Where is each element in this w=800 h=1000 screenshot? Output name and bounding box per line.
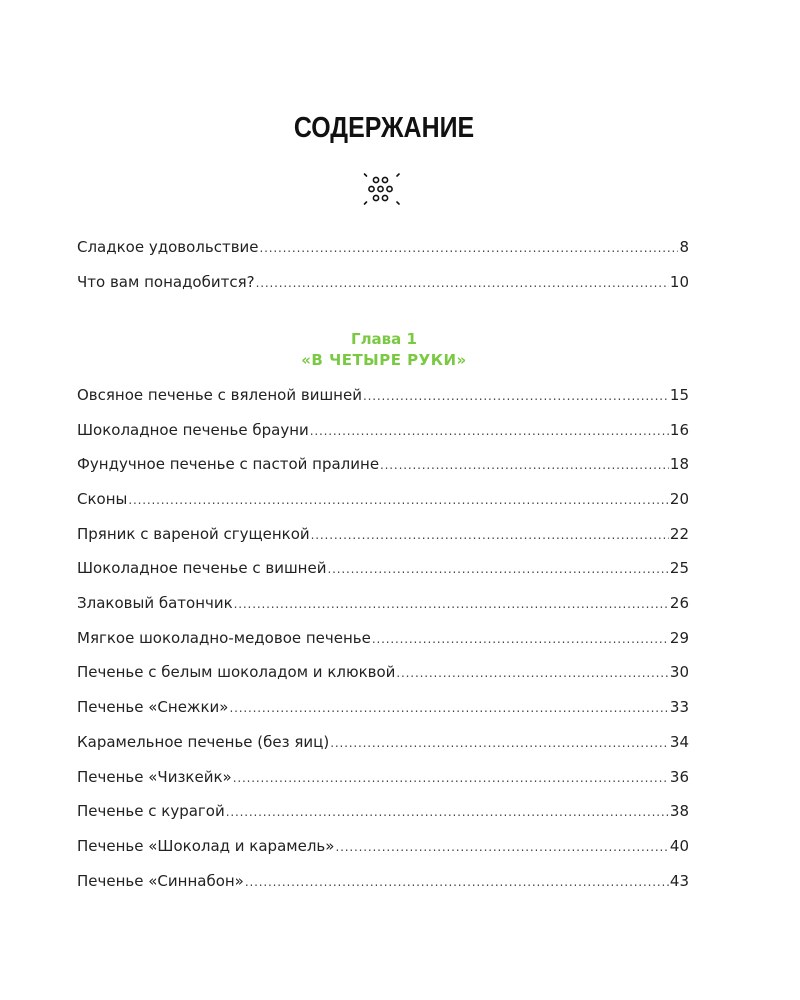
- toc-entry-page: 34: [669, 733, 689, 751]
- toc-entry-label: Мягкое шоколадно-медовое печенье: [77, 629, 371, 647]
- dot-leader: [396, 662, 668, 684]
- toc-entry-page: 38: [669, 802, 689, 820]
- dot-leader: [233, 767, 669, 789]
- dot-leader: [256, 272, 669, 294]
- dot-leader: [260, 237, 679, 259]
- toc-entry[interactable]: [77, 627, 689, 649]
- toc-entry-page: 40: [669, 837, 689, 855]
- toc-entry-label: Сладкое удовольствие: [77, 238, 259, 256]
- toc-entry[interactable]: [77, 835, 689, 857]
- dot-leader: [234, 593, 669, 615]
- dotted-ornament-icon: [362, 170, 404, 210]
- toc-entry-page: 8: [679, 238, 689, 256]
- toc-entry-label: Что вам понадобится?: [77, 273, 255, 291]
- toc-entry[interactable]: [77, 271, 689, 293]
- toc-entry-label: Шоколадное печенье брауни: [77, 421, 309, 439]
- toc-entry[interactable]: [77, 731, 689, 753]
- toc-entry-label: Печенье с курагой: [77, 802, 225, 820]
- dot-leader: [128, 489, 669, 511]
- chapter-title: «В ЧЕТЫРЕ РУКИ»: [301, 351, 467, 369]
- toc-entry-page: 36: [669, 768, 689, 786]
- toc-entry-page: 15: [669, 386, 689, 404]
- toc-entry-page: 29: [669, 629, 689, 647]
- toc-entry[interactable]: [77, 557, 689, 579]
- toc-entry-label: Печенье «Снежки»: [77, 698, 229, 716]
- dot-leader: [310, 420, 669, 442]
- toc-entry[interactable]: [77, 523, 689, 545]
- toc-entry-label: Печенье «Чизкейк»: [77, 768, 232, 786]
- page-title: СОДЕРЖАНИЕ: [293, 112, 475, 144]
- toc-entry-page: 25: [669, 559, 689, 577]
- toc-entry[interactable]: [77, 384, 689, 406]
- toc-entry[interactable]: [77, 800, 689, 822]
- toc-entry[interactable]: [77, 661, 689, 683]
- toc-entry[interactable]: [77, 453, 689, 475]
- toc-entry[interactable]: [77, 419, 689, 441]
- toc-entry-page: 22: [669, 525, 689, 543]
- toc-entry-page: 10: [669, 273, 689, 291]
- toc-entry-label: Карамельное печенье (без яиц): [77, 733, 330, 751]
- dot-leader: [311, 524, 669, 546]
- toc-entry[interactable]: [77, 696, 689, 718]
- toc-entry-page: 33: [669, 698, 689, 716]
- toc-entry[interactable]: [77, 488, 689, 510]
- toc-entry[interactable]: [77, 592, 689, 614]
- toc-entry-page: 18: [669, 455, 689, 473]
- toc-entry-page: 43: [669, 872, 689, 890]
- toc-entry-label: Печенье «Шоколад и карамель»: [77, 837, 335, 855]
- toc-entry-label: Пряник с вареной сгущенкой: [77, 525, 310, 543]
- toc-entry-label: Фундучное печенье с пастой пралине: [77, 455, 380, 473]
- dot-leader: [335, 836, 668, 858]
- dot-leader: [245, 871, 669, 893]
- toc-entry-label: Шоколадное печенье с вишней: [77, 559, 327, 577]
- toc-entry-label: Овсяное печенье с вяленой вишней: [77, 386, 362, 404]
- toc-entry[interactable]: [77, 870, 689, 892]
- toc-entry[interactable]: [77, 236, 689, 258]
- dot-leader: [330, 732, 669, 754]
- toc-entry-page: 30: [669, 663, 689, 681]
- dot-leader: [226, 801, 669, 823]
- dot-leader: [380, 454, 669, 476]
- toc-entry[interactable]: [77, 766, 689, 788]
- toc-entry-page: 20: [669, 490, 689, 508]
- toc-entry-label: Сконы: [77, 490, 128, 508]
- chapter-number: Глава 1: [351, 330, 417, 348]
- dot-leader: [372, 628, 669, 650]
- dot-leader: [327, 558, 668, 580]
- toc-entry-label: Злаковый батончик: [77, 594, 233, 612]
- dot-leader: [363, 385, 669, 407]
- toc-entry-page: 16: [669, 421, 689, 439]
- toc-entry-page: 26: [669, 594, 689, 612]
- toc-entry-label: Печенье с белым шоколадом и клюквой: [77, 663, 396, 681]
- toc-entry-label: Печенье «Синнабон»: [77, 872, 244, 890]
- dot-leader: [229, 697, 668, 719]
